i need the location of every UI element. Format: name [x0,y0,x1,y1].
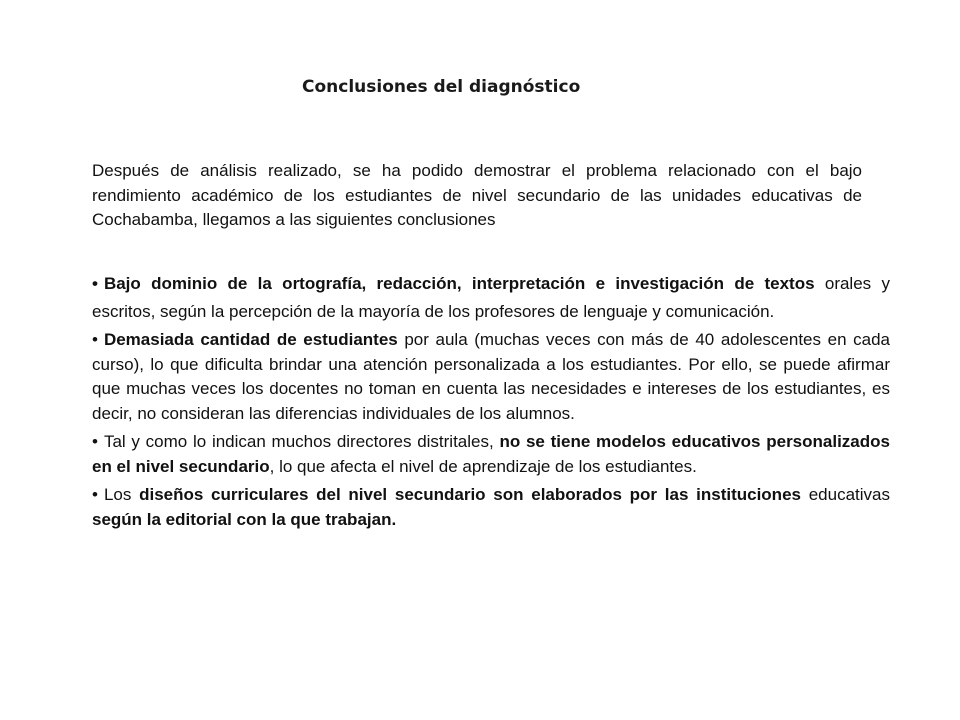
bullet-text: , lo que afecta el nivel de aprendizaje de los estudiantes. [269,456,697,476]
bullet-item-1 [92,270,890,326]
bullet-marker: • [92,330,98,349]
bullet-text: Tal y como lo indican muchos directores distritales, [103,432,500,451]
bullet-marker: • [92,274,98,293]
bullet-text-bold: según la editorial con la que trabajan. [92,509,397,529]
bullet-text: educativas [800,485,890,504]
bullet-text-bold: Demasiada cantidad de estudiantes [103,330,398,349]
bullet-item-2 [92,328,890,426]
bullet-text-bold: Bajo dominio de la ortografía, redacción, interpretación e investigación de textos [103,274,815,293]
bullet-text: por aula (muchas veces con más de 40 adolescentes en cada curso), lo que dificulta brindar una atención personalizada a los estudiantes. Por ello, se puede afirmar que muchas veces los docentes no toman en cuenta las necesidades e intereses de los estudiantes, es decir, no consideran las diferencias individuales de los alumnos. [92,330,890,423]
bullet-item-4 [92,483,890,532]
bullet-text: orales y escritos, según la percepción de la mayoría de los profesores de lenguaje y comunicación. [92,274,890,321]
slide-title: Conclusiones del diagnóstico [302,77,581,97]
bullet-text-bold: no se tiene modelos educativos personalizados en el nivel secundario [92,432,890,476]
bullet-marker: • [92,432,98,451]
bullet-text-bold: diseños curriculares del nivel secundario son elaborados por las instituciones [139,485,801,504]
bullet-item-3 [92,430,890,479]
intro-paragraph: Después de análisis realizado, se ha podido demostrar el problema relacionado con el bajo rendimiento académico de los estudiantes de nivel secundario de las unidades educativas de Cochabamba, llegamos a las siguientes conclusiones [92,161,862,229]
bullet-marker: • [92,485,98,504]
conclusions-list [92,270,890,536]
bullet-text: Los [103,485,140,504]
